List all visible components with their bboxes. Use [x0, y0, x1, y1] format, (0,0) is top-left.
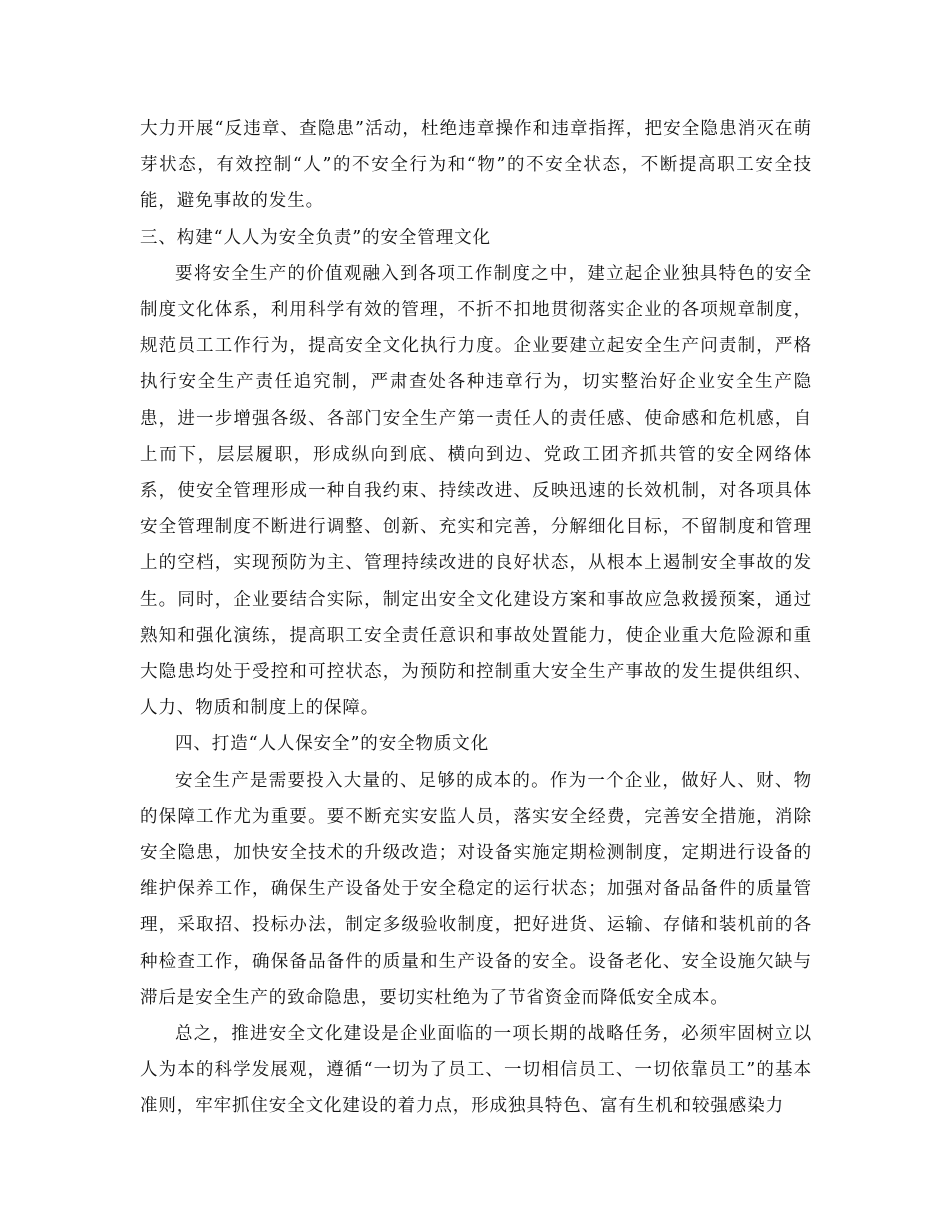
- section-heading-material-culture: 四、打造“人人保安全”的安全物质文化: [175, 734, 490, 755]
- document-body: [140, 111, 812, 1125]
- section-heading-management-culture: 三、构建“人人为安全负责”的安全管理文化: [140, 227, 491, 248]
- paragraph-management-culture: 要将安全生产的价值观融入到各项工作制度之中，建立起企业独具特色的安全制度文化体系，利用科学有效的管理，不折不扣地贯彻落实企业的各项规章制度，规范员工工作行为，提高安全文化执行力度。企业要建立起安全生产问责制，严格执行安全生产责任追究制，严肃查处各种违章行为，切实整治好企业安全生产隐患，进一步增强各级、各部门安全生产第一责任人的责任感、使命感和危机感，自上而下，层层履职，形成纵向到底、横向到边、党政工团齐抓共管的安全网络体系，使安全管理形成一种自我约束、持续改进、反映迅速的长效机制，对各项具体安全管理制度不断进行调整、创新、充实和完善，分解细化目标，不留制度和管理上的空档，实现预防为主、管理持续改进的良好状态，从根本上遏制安全事故的发生。同时，企业要结合实际，制定出安全文化建设方案和事故应急救援预案，通过熟知和强化演练，提高职工安全责任意识和事故处置能力，使企业重大危险源和重大隐患均处于受控和可控状态，为预防和控制重大安全生产事故的发生提供组织、人力、物质和制度上的保障。: [140, 263, 812, 719]
- paragraph-material-culture: 安全生产是需要投入大量的、足够的成本的。作为一个企业，做好人、财、物的保障工作尤为重要。要不断充实安监人员，落实安全经费，完善安全措施，消除安全隐患，加快安全技术的升级改造；对设备实施定期检测制度，定期进行设备的维护保养工作，确保生产设备处于安全稳定的运行状态；加强对备品备件的质量管理，采取招、投标办法，制定多级验收制度，把好进货、运输、存储和装机前的各种检查工作，确保备品备件的质量和生产设备的安全。设备老化、安全设施欠缺与滞后是安全生产的致命隐患，要切实杜绝为了节省资金而降低安全成本。: [140, 770, 812, 1008]
- paragraph-rectification-activities: 大力开展“反违章、查隐患”活动，杜绝违章操作和违章指挥，把安全隐患消灭在萌芽状态，有效控制“人”的不安全行为和“物”的不安全状态，不断提高职工安全技能，避免事故的发生。: [140, 119, 812, 212]
- paragraph-conclusion: 总之，推进安全文化建设是企业面临的一项长期的战略任务，必须牢固树立以人为本的科学发展观，遵循“一切为了员工、一切相信员工、一切依靠员工”的基本准则，牢牢抓住安全文化建设的着力点，形成独具特色、富有生机和较强感染力: [140, 1024, 812, 1117]
